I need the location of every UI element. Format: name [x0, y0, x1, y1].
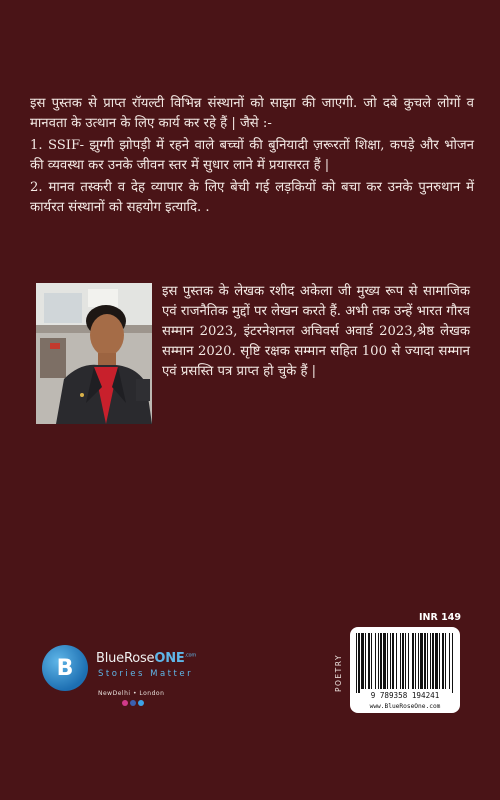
instagram-icon: [122, 700, 128, 706]
genre-label: POETRY: [334, 653, 343, 693]
publisher-logo-letter: B: [56, 655, 74, 681]
twitter-icon: [138, 700, 144, 706]
author-bio: इस पुस्तक के लेखक रशीद अकेला जी मुख्य रूप से सामाजिक एवं राजनैतिक मुद्दों पर लेखन करते हैं. अभी तक उन्हें भारत गौरव सम्मान 2023, इंटरनेशनल अचिवर्स अवार्ड 2023,श्रेष्ठ लेखक सम्मान 2020. सृष्टि रक्षक सम्मान सहित 100 से ज्यादा सम्मान एवं प्रसस्ति पत्र प्राप्त हो चुके हैं |: [162, 284, 470, 379]
description-block: [30, 94, 474, 220]
social-icons: [122, 700, 144, 706]
publisher-logo: [40, 641, 220, 721]
author-photo-image: [36, 283, 152, 424]
facebook-icon: [130, 700, 136, 706]
publisher-website: www.BlueRoseOne.com: [369, 703, 441, 710]
publisher-logo-icon: [42, 645, 88, 691]
description-point-2: 2. मानव तस्करी व देह व्यापार के लिए बेची गई लड़कियों को बचा कर उनके पुनरुथान में कार्यरत संस्थानों को सहयोग इत्यादि. .: [30, 180, 474, 215]
isbn-digits: 9 789358 194241: [370, 691, 440, 700]
author-photo: [36, 283, 152, 424]
publisher-name-main: BlueRose: [96, 651, 155, 666]
publisher-tagline: Stories Matter: [98, 669, 194, 679]
barcode: [350, 627, 460, 713]
barcode-bars: [350, 627, 460, 693]
description-point-1: 1. SSIF- झुग्गी झोपड़ी में रहने वाले बच्चों की बुनियादी ज़रूरतों शिक्षा, कपड़े और भोजन की व्यवस्था कर उनके जीवन स्तर में सुधार लाने में प्रयासरत हैं |: [30, 138, 474, 173]
publisher-locations: NewDelhi • London: [98, 690, 165, 697]
price-label: INR 149: [419, 612, 461, 623]
publisher-name-com: .com: [184, 652, 197, 659]
description-intro: इस पुस्तक से प्राप्त रॉयल्टी विभिन्न संस्थानों को साझा की जाएगी. जो दबे कुचले लोगों व मानवता के उत्थान के लिए कार्य कर रहे हैं | जैसे :-: [30, 96, 474, 131]
publisher-name: [96, 651, 196, 666]
publisher-name-accent: ONE: [154, 651, 185, 666]
